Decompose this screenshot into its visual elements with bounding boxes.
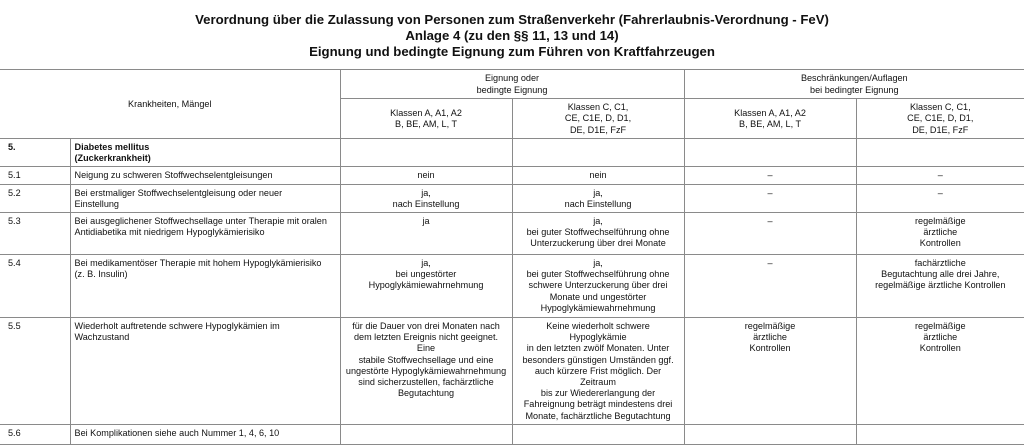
table-row [0,184,1024,212]
row-number: 5.1 [0,167,70,184]
cell-eignung-c [512,424,684,444]
cell-eignung-a [340,255,512,318]
header-auflagen-klassen-c [856,99,1024,139]
row-condition-text: Bei ausgeglichener Stoffwechsellage unter Therapie mit oralen Antidiabetika mit niedrigem Hypoglykämierisiko [74,216,327,238]
row-condition [70,318,340,425]
cell-auflagen-c: – [856,167,1024,184]
document-subtitle-topic: Eignung und bedingte Eignung zum Führen von Kraftfahrzeugen [309,44,715,59]
table-row [0,424,1024,444]
cell-auflagen-a [684,139,856,167]
row-condition: Neigung zu schweren Stoffwechselentgleisungen [70,167,340,184]
row-condition-text: Diabetes mellitus (Zuckerkrankheit) [74,142,151,164]
cell-eignung-c: nein [512,167,684,184]
header-klassen-c-text-2: Klassen C, C1, CE, C1E, D, D1, DE, D1E, FzF [907,102,974,135]
table-row [0,255,1024,318]
header-klassen-a-text-2: Klassen A, A1, A2 B, BE, AM, L, T [734,107,806,129]
row-condition [70,139,340,167]
header-beschraenkungen-text: Beschränkungen/Auflagen bei bedingter Eignung [800,73,908,95]
cell-eignung-c [512,255,684,318]
document-title-block [0,0,1024,60]
cell-eignung-c [512,318,684,425]
document-title: Verordnung über die Zulassung von Personen zum Straßenverkehr (Fahrerlaubnis-Verordnung - FeV) [195,12,829,27]
row-condition: Bei Komplikationen siehe auch Nummer 1, 4, 6, 10 [70,424,340,444]
cell-text: für die Dauer von drei Monaten nach dem letzten Ereignis nicht geeignet. Eine stabile Stoffwechsellage und eine ungestörte Hypoglykämiewahrnehmung sind sicherzustellen, fachärztliche Begutachtung [345,321,507,399]
cell-auflagen-c [856,255,1024,318]
table-row [0,139,1024,167]
table-row [0,167,1024,184]
cell-auflagen-c [856,213,1024,255]
cell-auflagen-a: – [684,167,856,184]
cell-eignung-c [512,184,684,212]
row-condition [70,213,340,255]
cell-text: regelmäßige ärztliche Kontrollen [744,321,796,354]
row-number: 5.4 [0,255,70,318]
row-number: 5.5 [0,318,70,425]
row-number: 5. [0,139,70,167]
row-number: 5.2 [0,184,70,212]
cell-auflagen-c: – [856,184,1024,212]
cell-text: Keine wiederholt schwere Hypoglykämie in den letzten zwölf Monaten. Unter besonders günstigen Umständen ggf. auch kürzere Frist möglich. Der Zeitraum bis zur Wiedererlangung der Fahreignung beträgt mindestens drei Monate, fachärztliche Begutachtung [522,321,674,421]
cell-eignung-c [512,213,684,255]
header-eignung-text: Eignung oder bedingte Eignung [476,73,548,95]
row-condition-text: Bei erstmaliger Stoffwechselentgleisung oder neuer Einstellung [74,187,283,209]
cell-auflagen-c [856,318,1024,425]
cell-auflagen-a [684,318,856,425]
cell-text: fachärztliche Begutachtung alle drei Jahre, regelmäßige ärztliche Kontrollen [875,258,1006,291]
cell-text: regelmäßige ärztliche Kontrollen [915,321,966,354]
cell-text: ja, bei guter Stoffwechselführung ohne Unterzuckerung über drei Monate [526,216,670,249]
row-number: 5.3 [0,213,70,255]
cell-text: regelmäßige ärztliche Kontrollen [915,216,966,249]
row-condition [70,184,340,212]
cell-eignung-a [340,424,512,444]
header-eignung-klassen-a [340,99,512,139]
document-subtitle-annex: Anlage 4 (zu den §§ 11, 13 und 14) [405,28,619,43]
cell-auflagen-a: – [684,255,856,318]
cell-eignung-a: ja [340,213,512,255]
cell-text: ja, nach Einstellung [392,187,460,209]
cell-eignung-a [340,184,512,212]
cell-text: ja, bei ungestörter Hypoglykämiewahrnehmung [368,258,484,291]
cell-eignung-a: nein [340,167,512,184]
cell-eignung-a [340,139,512,167]
cell-eignung-c [512,139,684,167]
row-number: 5.6 [0,424,70,444]
cell-auflagen-a [684,424,856,444]
cell-auflagen-c [856,424,1024,444]
row-condition [70,255,340,318]
table-row [0,318,1024,425]
cell-text: ja, nach Einstellung [564,187,632,209]
table-row [0,213,1024,255]
header-eignung-klassen-c [512,99,684,139]
header-klassen-c-text: Klassen C, C1, CE, C1E, D, D1, DE, D1E, FzF [564,102,632,135]
row-condition-text: Bei medikamentöser Therapie mit hohem Hypoglykämierisiko (z. B. Insulin) [74,258,322,280]
row-condition-text: Wiederholt auftretende schwere Hypoglykämien im Wachzustand [74,321,280,343]
header-beschraenkungen [684,70,1024,99]
cell-auflagen-a: – [684,184,856,212]
header-eignung [340,70,684,99]
cell-text: ja, bei guter Stoffwechselführung ohne schwere Unterzuckerung über drei Monate und ungestörter Hypoglykämiewahrnehmung [526,258,670,313]
cell-auflagen-c [856,139,1024,167]
header-auflagen-klassen-a [684,99,856,139]
header-krankheiten: Krankheiten, Mängel [0,70,340,139]
header-klassen-a-text: Klassen A, A1, A2 B, BE, AM, L, T [390,107,462,129]
cell-auflagen-a: – [684,213,856,255]
cell-eignung-a [340,318,512,425]
suitability-table [0,69,1024,445]
